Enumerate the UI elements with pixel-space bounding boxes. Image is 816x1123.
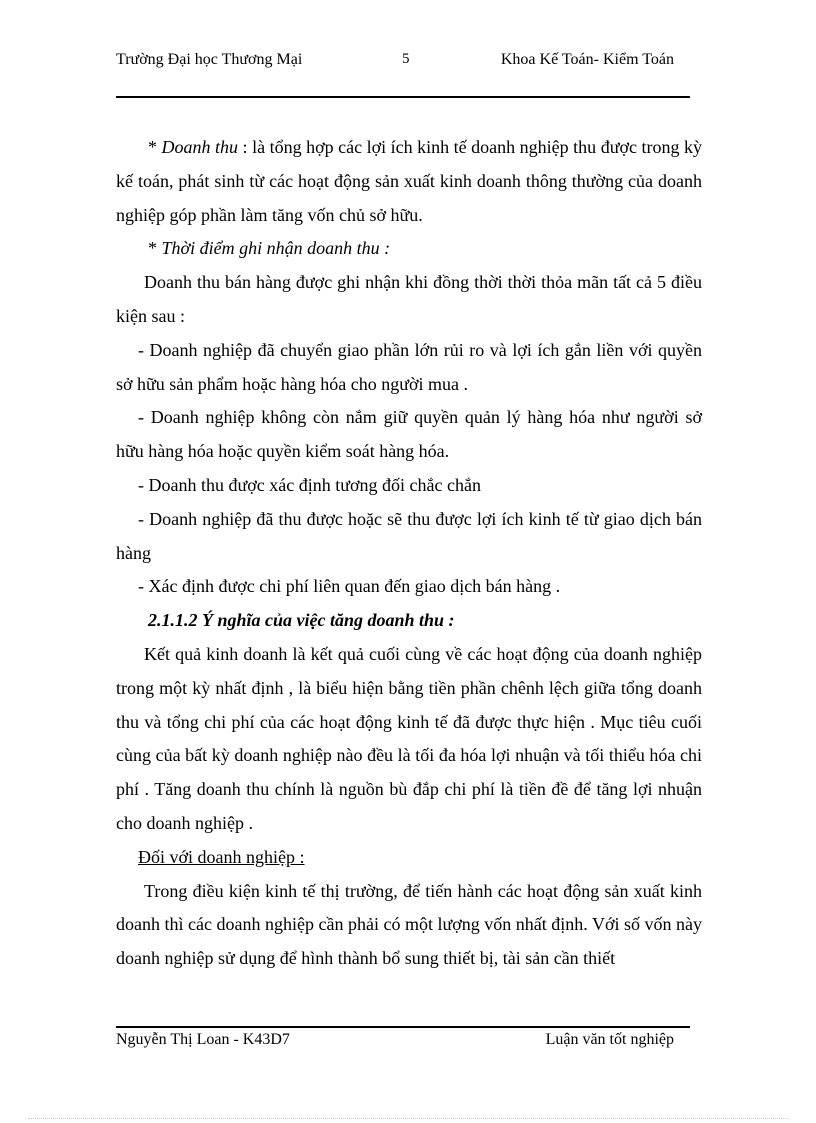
header-faculty: Khoa Kế Toán- Kiểm Toán <box>500 51 674 68</box>
document-body <box>116 131 702 976</box>
paragraph-recognition-time: * Thời điểm ghi nhận doanh thu : <box>148 238 391 259</box>
footer-author: Nguyễn Thị Loan - K43D7 <box>116 1031 290 1048</box>
footer-doc-type: Luận văn tốt nghiệp <box>545 1031 674 1048</box>
section-heading: 2.1.1.2 Ý nghĩa của việc tăng doanh thu : <box>148 610 455 631</box>
paragraph-business-result: Kết quả kinh doanh là kết quả cuối cùng về các hoạt động của doanh nghiệp trong một kỳ nhất định , là biểu hiện bằng tiền phần chênh lệch giữa tổng doanh thu và tổng chi phí của các hoạt động kinh tế đã được thực hiện . Mục tiêu cuối cùng của bất kỳ doanh nghiệp nào đều là tối đa hóa lợi nhuận và tối thiểu hóa chi phí . Tăng doanh thu chính là nguồn bù đắp chi phí là tiền đề để tăng lợi nhuận cho doanh nghiệp . <box>116 643 702 833</box>
revenue-definition-text: : là tổng hợp các lợi ích kinh tế doanh nghiệp thu được trong kỳ kế toán, phát sinh từ các hoạt động sản xuất kinh doanh thông thường của doanh nghiệp góp phần làm tăng vốn chủ sở hữu. <box>116 137 702 225</box>
page-break-line <box>28 1118 788 1119</box>
paragraph-revenue-definition: * Doanh thu : là tổng hợp các lợi ích kinh tế doanh nghiệp thu được trong kỳ kế toán, phát sinh từ các hoạt động sản xuất kinh doanh thông thường của doanh nghiệp góp phần làm tăng vốn chủ sở hữu. <box>116 137 702 225</box>
paragraph-conditions-intro: Doanh thu bán hàng được ghi nhận khi đồng thời thời thỏa mãn tất cả 5 điều kiện sau : <box>116 272 702 326</box>
condition-4: - Doanh nghiệp đã thu được hoặc sẽ thu được lợi ích kinh tế từ giao dịch bán hàng <box>116 508 702 563</box>
header-rule <box>116 96 690 98</box>
page-header <box>116 51 690 75</box>
footer-rule <box>116 1026 690 1028</box>
page-number: 5 <box>402 51 410 67</box>
condition-1: - Doanh nghiệp đã chuyển giao phần lớn rủi ro và lợi ích gắn liền với quyền sở hữu sản phẩm hoặc hàng hóa cho người mua . <box>116 339 702 394</box>
condition-2: - Doanh nghiệp không còn nắm giữ quyền quản lý hàng hóa như người sở hữu hàng hóa hoặc quyền kiểm soát hàng hóa. <box>116 407 702 462</box>
condition-3: - Doanh thu được xác định tương đối chắc chắn <box>138 474 481 495</box>
page-footer <box>116 1031 690 1055</box>
subheading-enterprise <box>116 841 702 875</box>
condition-5: - Xác định được chi phí liên quan đến giao dịch bán hàng . <box>138 576 561 597</box>
paragraph-market-economy: Trong điều kiện kinh tế thị trường, để tiến hành các hoạt động sản xuất kinh doanh thì các doanh nghiệp cần phải có một lượng vốn nhất định. Với số vốn này doanh nghiệp sử dụng để hình thành bổ sung thiết bị, tài sản cần thiết <box>116 880 702 969</box>
subheading-enterprise-text: Đối với doanh nghiệp : <box>138 846 305 867</box>
term-revenue: Doanh thu <box>161 137 239 157</box>
term-recognition-time: Thời điểm ghi nhận doanh thu : <box>161 238 391 259</box>
header-university: Trường Đại học Thương Mại <box>116 51 303 68</box>
